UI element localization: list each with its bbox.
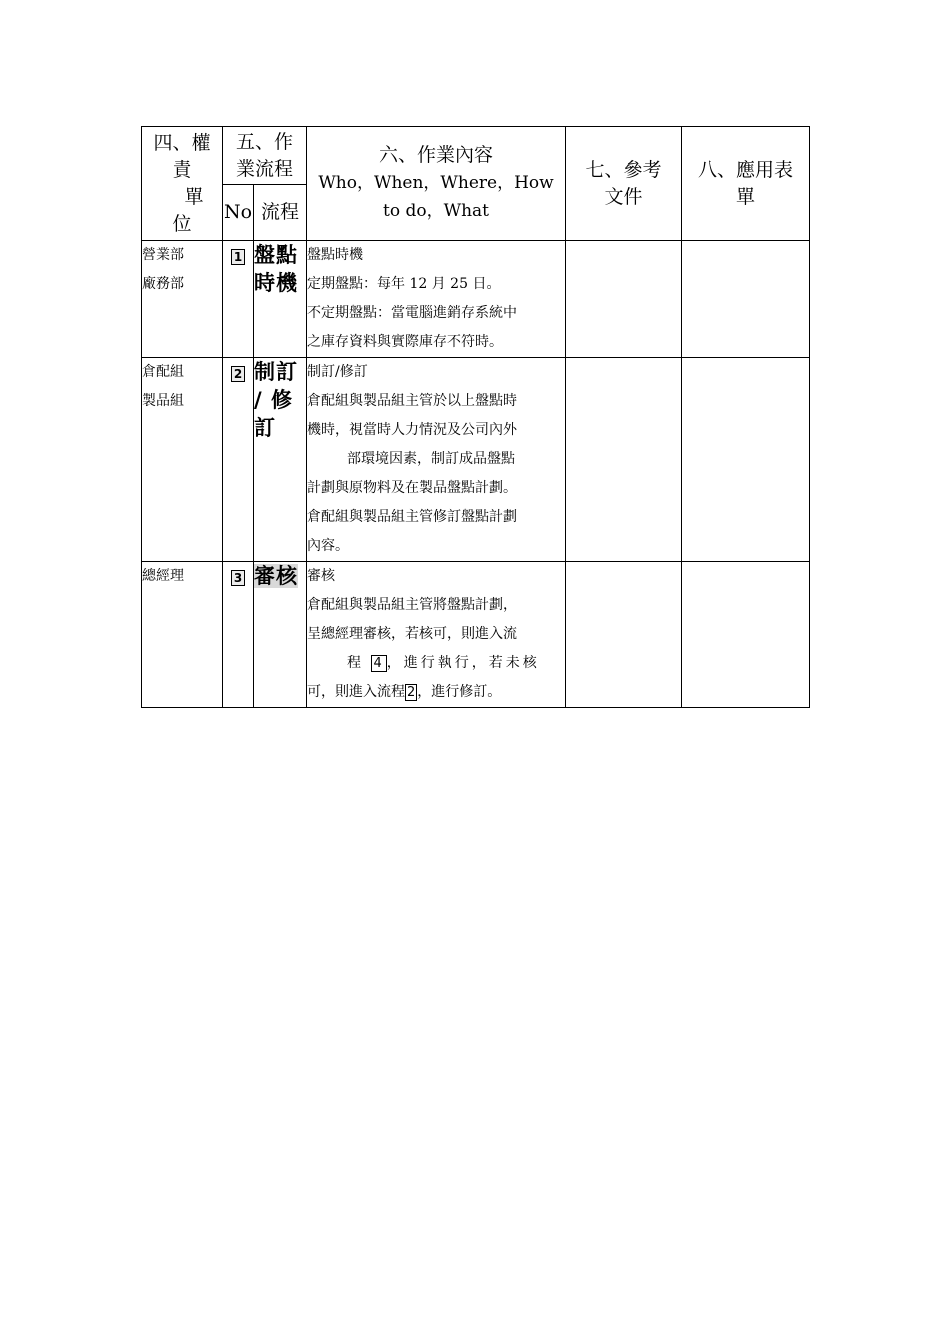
header-responsible-unit-line4: 位: [172, 212, 192, 235]
header-flow: 流程: [254, 185, 307, 241]
step-number-badge: 2: [231, 366, 245, 382]
step-number-badge: 3: [231, 570, 245, 586]
header-responsible-unit: [142, 127, 223, 241]
unit-cell: [142, 562, 223, 708]
form-cell: [682, 562, 810, 708]
content-line: [307, 678, 565, 707]
content-line: 倉配組與製品組主管於以上盤點時: [307, 393, 518, 409]
header-workflow-line1: 五、作: [236, 130, 294, 153]
content-text: 可，則進入流程: [307, 684, 406, 700]
content-cell: [307, 241, 566, 358]
step-number-cell: [223, 358, 254, 562]
content-line: 部環境因素，制訂成品盤點: [347, 451, 516, 467]
content-line: 不定期盤點：當電腦進銷存系統中: [307, 305, 518, 321]
flow-step-cell: [254, 241, 307, 358]
content-text: 程: [347, 655, 365, 671]
content-line: [307, 649, 565, 678]
header-responsible-unit-line3: 單: [184, 185, 204, 208]
unit-cell: [142, 241, 223, 358]
header-work-content-sub1: Who，When，Where，How: [318, 173, 554, 193]
unit-name: 廠務部: [142, 276, 184, 292]
content-text: ，進行修訂。: [417, 684, 502, 700]
header-reference-docs: [566, 127, 682, 241]
content-line: 制訂/修訂: [307, 364, 368, 380]
header-work-content: [307, 127, 566, 241]
flow-step-cell: [254, 358, 307, 562]
header-applied-forms: [682, 127, 810, 241]
header-work-content-title: 六、作業內容: [379, 144, 494, 166]
header-reference-docs-line2: 文件: [604, 185, 643, 208]
header-applied-forms-line2: 單: [736, 185, 756, 208]
unit-name: 倉配組: [142, 364, 184, 380]
header-no: No: [223, 185, 254, 241]
header-workflow-line2: 業流程: [236, 157, 294, 180]
reference-cell: [566, 358, 682, 562]
unit-name: 營業部: [142, 247, 184, 263]
reference-cell: [566, 562, 682, 708]
header-responsible-unit-line1: 四、權: [153, 131, 211, 154]
form-cell: [682, 241, 810, 358]
content-line: 計劃與原物料及在製品盤點計劃。: [307, 480, 518, 496]
table-row: [142, 358, 810, 562]
content-line: 審核: [307, 568, 336, 584]
content-cell: [307, 562, 566, 708]
content-line: 內容。: [307, 538, 350, 554]
procedure-table: [141, 126, 810, 708]
unit-name: 總經理: [142, 568, 184, 584]
table-row: [142, 562, 810, 708]
content-text: ，進行執行，若未核: [386, 655, 540, 671]
step-number-cell: [223, 562, 254, 708]
flow-step-label: 審核: [254, 564, 298, 588]
content-line: 之庫存資料與實際庫存不符時。: [307, 334, 504, 350]
flow-step-label: 時機: [254, 271, 298, 295]
content-line: 盤點時機: [307, 247, 364, 263]
content-cell: [307, 358, 566, 562]
flow-step-label: 訂: [254, 416, 276, 440]
content-line: 機時，視當時人力情況及公司內外: [307, 422, 518, 438]
content-line: 倉配組與製品組主管修訂盤點計劃: [307, 509, 518, 525]
unit-name: 製品組: [142, 393, 184, 409]
reference-cell: [566, 241, 682, 358]
header-responsible-unit-line2: 責: [172, 158, 192, 181]
header-reference-docs-line1: 七、參考: [585, 158, 662, 181]
step-number-cell: [223, 241, 254, 358]
form-cell: [682, 358, 810, 562]
flow-step-label: / 修: [254, 388, 293, 412]
content-line: 倉配組與製品組主管將盤點計劃，: [307, 597, 518, 613]
content-line: 定期盤點：每年 12 月 25 日。: [307, 276, 501, 292]
flow-step-label: 制訂: [254, 360, 298, 384]
header-workflow: [223, 127, 307, 185]
content-line: 呈總經理審核，若核可，則進入流: [307, 626, 518, 642]
table-row: [142, 241, 810, 358]
step-number-badge: 1: [231, 249, 245, 265]
header-work-content-sub2: to do，What: [383, 201, 489, 221]
flow-step-label: 盤點: [254, 243, 298, 267]
header-applied-forms-line1: 八、應用表: [698, 158, 794, 181]
unit-cell: [142, 358, 223, 562]
flow-reference-badge: 4: [373, 656, 385, 671]
flow-reference-badge: 2: [407, 685, 416, 700]
flow-step-cell: [254, 562, 307, 708]
